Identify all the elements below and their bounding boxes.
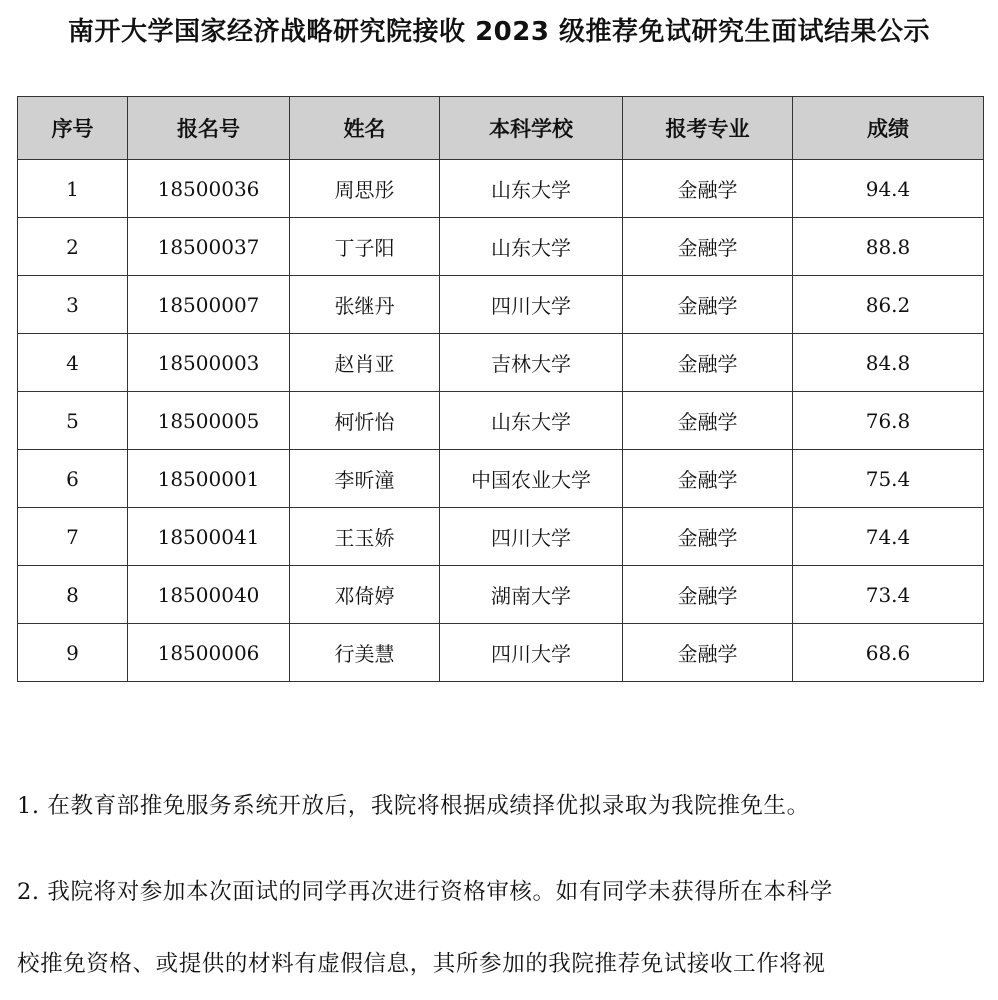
cell-name: 李昕潼 <box>290 450 440 508</box>
header-cell-registration-no: 报名号 <box>128 97 290 160</box>
table-row <box>18 276 984 334</box>
cell-registration-no: 18500006 <box>128 624 290 682</box>
cell-registration-no: 18500001 <box>128 450 290 508</box>
header-cell-score: 成绩 <box>793 97 984 160</box>
cell-major: 金融学 <box>623 624 793 682</box>
cell-name: 柯忻怡 <box>290 392 440 450</box>
cell-undergrad-school: 湖南大学 <box>440 566 623 624</box>
cell-major: 金融学 <box>623 450 793 508</box>
cell-name: 行美慧 <box>290 624 440 682</box>
cell-index: 4 <box>18 334 128 392</box>
header-cell-major: 报考专业 <box>623 97 793 160</box>
table-row <box>18 392 984 450</box>
cell-name: 丁子阳 <box>290 218 440 276</box>
table-row <box>18 624 984 682</box>
table-row <box>18 160 984 218</box>
cell-index: 3 <box>18 276 128 334</box>
cell-index: 8 <box>18 566 128 624</box>
cell-major: 金融学 <box>623 392 793 450</box>
cell-name: 周思彤 <box>290 160 440 218</box>
cell-index: 7 <box>18 508 128 566</box>
cell-score: 74.4 <box>793 508 984 566</box>
cell-name: 王玉娇 <box>290 508 440 566</box>
header-cell-undergrad-school: 本科学校 <box>440 97 623 160</box>
cell-registration-no: 18500005 <box>128 392 290 450</box>
cell-score: 88.8 <box>793 218 984 276</box>
cell-registration-no: 18500037 <box>128 218 290 276</box>
cell-index: 5 <box>18 392 128 450</box>
cell-score: 84.8 <box>793 334 984 392</box>
cell-undergrad-school: 四川大学 <box>440 276 623 334</box>
cell-registration-no: 18500041 <box>128 508 290 566</box>
cell-undergrad-school: 山东大学 <box>440 160 623 218</box>
cell-name: 赵肖亚 <box>290 334 440 392</box>
page-title: 南开大学国家经济战略研究院接收 2023 级推荐免试研究生面试结果公示 <box>68 17 930 47</box>
cell-registration-no: 18500007 <box>128 276 290 334</box>
note-paragraph-2-line-1: 2. 我院将对参加本次面试的同学再次进行资格审核。如有同学未获得所在本科学 <box>17 879 833 905</box>
cell-undergrad-school: 吉林大学 <box>440 334 623 392</box>
cell-undergrad-school: 山东大学 <box>440 218 623 276</box>
table-header <box>18 97 984 160</box>
cell-name: 邓倚婷 <box>290 566 440 624</box>
cell-index: 9 <box>18 624 128 682</box>
cell-major: 金融学 <box>623 218 793 276</box>
cell-registration-no: 18500036 <box>128 160 290 218</box>
note-paragraph-2-line-2: 校推免资格、或提供的材料有虚假信息，其所参加的我院推荐免试接收工作将视 <box>17 951 826 977</box>
notes-section <box>17 770 983 1000</box>
header-cell-name: 姓名 <box>290 97 440 160</box>
cell-index: 1 <box>18 160 128 218</box>
note-paragraph-1: 1. 在教育部推免服务系统开放后，我院将根据成绩择优拟录取为我院推免生。 <box>17 793 810 819</box>
cell-index: 6 <box>18 450 128 508</box>
cell-undergrad-school: 四川大学 <box>440 624 623 682</box>
cell-major: 金融学 <box>623 508 793 566</box>
results-table <box>17 96 984 682</box>
cell-undergrad-school: 中国农业大学 <box>440 450 623 508</box>
table-row <box>18 566 984 624</box>
table-row <box>18 508 984 566</box>
cell-name: 张继丹 <box>290 276 440 334</box>
header-cell-index: 序号 <box>18 97 128 160</box>
cell-score: 76.8 <box>793 392 984 450</box>
cell-undergrad-school: 山东大学 <box>440 392 623 450</box>
cell-score: 68.6 <box>793 624 984 682</box>
cell-major: 金融学 <box>623 334 793 392</box>
cell-index: 2 <box>18 218 128 276</box>
cell-major: 金融学 <box>623 276 793 334</box>
table-body <box>18 160 984 682</box>
cell-score: 73.4 <box>793 566 984 624</box>
cell-major: 金融学 <box>623 160 793 218</box>
cell-major: 金融学 <box>623 566 793 624</box>
cell-score: 94.4 <box>793 160 984 218</box>
header-row <box>18 97 984 160</box>
table-row <box>18 450 984 508</box>
table-row <box>18 334 984 392</box>
cell-registration-no: 18500040 <box>128 566 290 624</box>
cell-score: 75.4 <box>793 450 984 508</box>
cell-registration-no: 18500003 <box>128 334 290 392</box>
cell-undergrad-school: 四川大学 <box>440 508 623 566</box>
cell-score: 86.2 <box>793 276 984 334</box>
table-row <box>18 218 984 276</box>
